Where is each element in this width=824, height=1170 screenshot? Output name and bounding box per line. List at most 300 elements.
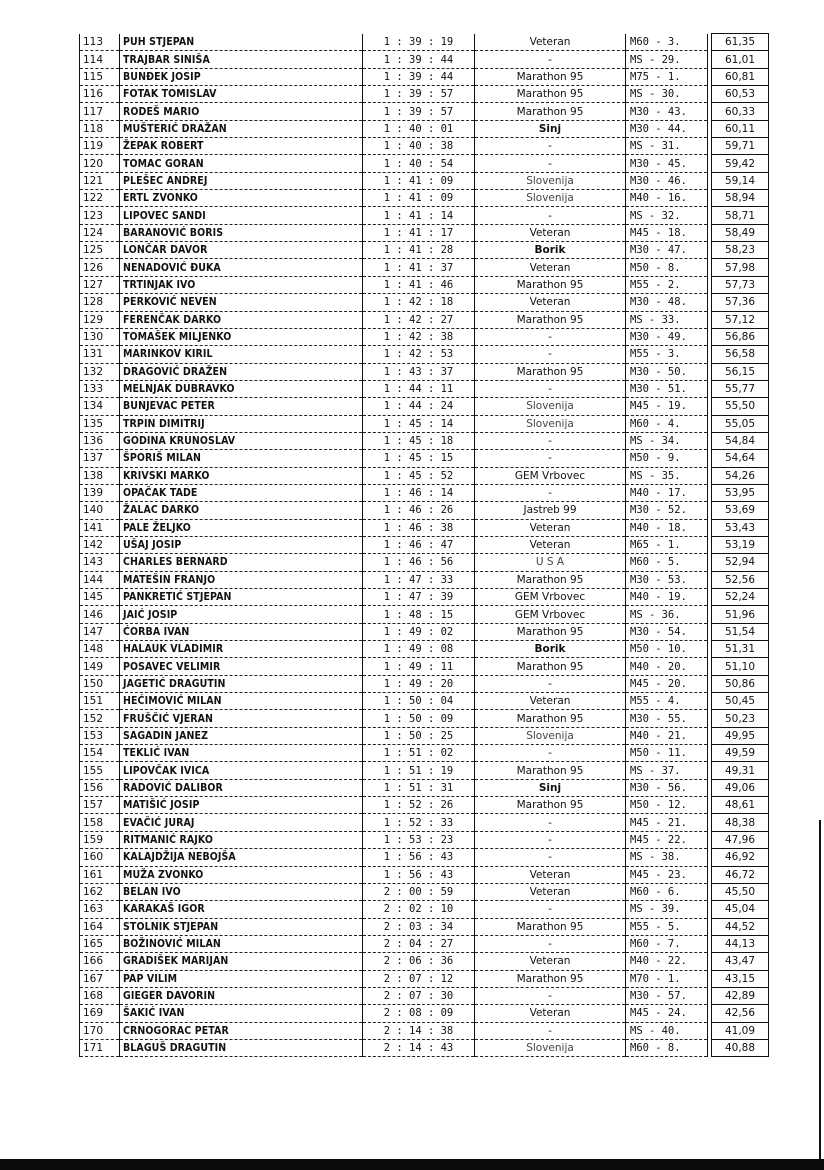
table-row [80,242,769,259]
rank-cell: 143 [80,554,120,571]
finish-time: 1 : 41 : 09 [363,172,475,189]
runner-name: MUŽA ZVONKO [120,866,363,883]
table-row [80,606,769,623]
club-name: Marathon 95 [475,311,626,328]
table-row [80,120,769,137]
club-name: - [475,1022,626,1039]
category-place: M50 - 12. [626,797,708,814]
runner-name: BLAGUŠ DRAGUTIN [120,1039,363,1056]
finish-time: 1 : 48 : 15 [363,606,475,623]
club-name: - [475,328,626,345]
category-place: M30 - 54. [626,623,708,640]
club-name: Veteran [475,224,626,241]
rank-cell: 137 [80,450,120,467]
runner-name: ĆORBA IVAN [120,623,363,640]
runner-name: TRTINJAK IVO [120,276,363,293]
finish-time: 1 : 39 : 19 [363,34,475,51]
rank-cell: 116 [80,86,120,103]
club-name: Veteran [475,866,626,883]
rank-cell: 163 [80,901,120,918]
runner-name: ERTL ZVONKO [120,190,363,207]
rank-cell: 146 [80,606,120,623]
rank-cell: 144 [80,571,120,588]
club-name: - [475,51,626,68]
category-place: M75 - 1. [626,68,708,85]
club-name: Marathon 95 [475,797,626,814]
score-value: 49,95 [712,727,769,744]
category-place: M30 - 47. [626,242,708,259]
runner-name: HALAUK VLADIMIR [120,641,363,658]
club-name: - [475,380,626,397]
rank-cell: 149 [80,658,120,675]
score-value: 54,84 [712,432,769,449]
score-value: 53,95 [712,484,769,501]
rank-cell: 128 [80,294,120,311]
rank-cell: 171 [80,1039,120,1056]
category-place: M60 - 8. [626,1039,708,1056]
club-name: Slovenija [475,172,626,189]
club-name: Veteran [475,34,626,51]
finish-time: 1 : 42 : 38 [363,328,475,345]
runner-name: STOLNIK STJEPAN [120,918,363,935]
category-place: MS - 30. [626,86,708,103]
rank-cell: 158 [80,814,120,831]
table-row [80,172,769,189]
club-name: - [475,675,626,692]
score-value: 60,11 [712,120,769,137]
finish-time: 1 : 52 : 33 [363,814,475,831]
table-row [80,866,769,883]
category-place: M30 - 55. [626,710,708,727]
rank-cell: 121 [80,172,120,189]
score-value: 48,38 [712,814,769,831]
category-place: MS - 33. [626,311,708,328]
table-row [80,450,769,467]
category-place: M30 - 44. [626,120,708,137]
table-row [80,294,769,311]
score-value: 48,61 [712,797,769,814]
scan-bottom-border [0,1159,824,1170]
category-place: M60 - 5. [626,554,708,571]
category-place: M30 - 48. [626,294,708,311]
runner-name: RITMANIĆ RAJKO [120,831,363,848]
table-row [80,641,769,658]
score-value: 57,73 [712,276,769,293]
runner-name: BELAN IVO [120,883,363,900]
club-name: Marathon 95 [475,103,626,120]
score-value: 51,96 [712,606,769,623]
score-value: 60,33 [712,103,769,120]
rank-cell: 131 [80,346,120,363]
finish-time: 1 : 39 : 57 [363,86,475,103]
table-row [80,432,769,449]
club-name: Veteran [475,693,626,710]
score-value: 56,15 [712,363,769,380]
club-name: Veteran [475,953,626,970]
table-row [80,519,769,536]
score-value: 50,23 [712,710,769,727]
club-name: Veteran [475,259,626,276]
rank-cell: 167 [80,970,120,987]
club-name: GEM Vrbovec [475,467,626,484]
score-value: 54,64 [712,450,769,467]
category-place: M40 - 22. [626,953,708,970]
category-place: MS - 31. [626,138,708,155]
rank-cell: 118 [80,120,120,137]
finish-time: 1 : 39 : 44 [363,51,475,68]
runner-name: FRUŠČIĆ VJERAN [120,710,363,727]
category-place: M60 - 4. [626,415,708,432]
runner-name: POSAVEC VELIMIR [120,658,363,675]
category-place: M40 - 21. [626,727,708,744]
table-row [80,710,769,727]
category-place: M30 - 56. [626,779,708,796]
finish-time: 1 : 49 : 20 [363,675,475,692]
table-row [80,103,769,120]
club-name: Marathon 95 [475,86,626,103]
category-place: M60 - 7. [626,935,708,952]
finish-time: 1 : 41 : 09 [363,190,475,207]
finish-time: 2 : 08 : 09 [363,1005,475,1022]
table-row [80,658,769,675]
table-row [80,328,769,345]
runner-name: TEKLIĆ IVAN [120,745,363,762]
score-value: 58,94 [712,190,769,207]
finish-time: 1 : 49 : 02 [363,623,475,640]
runner-name: CRNOGORAC PETAR [120,1022,363,1039]
category-place: M40 - 18. [626,519,708,536]
runner-name: BUNJEVAC PETER [120,398,363,415]
rank-cell: 127 [80,276,120,293]
club-name: Slovenija [475,190,626,207]
runner-name: TOMAC GORAN [120,155,363,172]
table-row [80,484,769,501]
table-row [80,502,769,519]
table-row [80,536,769,553]
club-name: - [475,901,626,918]
score-value: 52,94 [712,554,769,571]
rank-cell: 122 [80,190,120,207]
club-name: - [475,155,626,172]
runner-name: PALE ŽELJKO [120,519,363,536]
scan-right-edge [819,820,821,1160]
rank-cell: 145 [80,589,120,606]
runner-name: MARINKOV KIRIL [120,346,363,363]
runner-name: PANKRETIĆ STJEPAN [120,589,363,606]
finish-time: 1 : 41 : 37 [363,259,475,276]
club-name: Marathon 95 [475,970,626,987]
rank-cell: 119 [80,138,120,155]
category-place: M45 - 21. [626,814,708,831]
table-row [80,224,769,241]
rank-cell: 114 [80,51,120,68]
table-row [80,1039,769,1056]
table-row [80,589,769,606]
club-name: Veteran [475,1005,626,1022]
rank-cell: 162 [80,883,120,900]
finish-time: 1 : 40 : 54 [363,155,475,172]
runner-name: KRIVSKI MARKO [120,467,363,484]
runner-name: MELNJAK DUBRAVKO [120,380,363,397]
rank-cell: 139 [80,484,120,501]
score-value: 56,58 [712,346,769,363]
runner-name: LIPOVČAK IVICA [120,762,363,779]
runner-name: FOTAK TOMISLAV [120,86,363,103]
club-name: Veteran [475,294,626,311]
rank-cell: 126 [80,259,120,276]
rank-cell: 132 [80,363,120,380]
table-row [80,849,769,866]
score-value: 46,92 [712,849,769,866]
category-place: M50 - 9. [626,450,708,467]
finish-time: 2 : 04 : 27 [363,935,475,952]
category-place: MS - 29. [626,51,708,68]
rank-cell: 120 [80,155,120,172]
score-value: 52,56 [712,571,769,588]
score-value: 52,24 [712,589,769,606]
finish-time: 1 : 43 : 37 [363,363,475,380]
runner-name: CHARLES BERNARD [120,554,363,571]
category-place: MS - 35. [626,467,708,484]
rank-cell: 129 [80,311,120,328]
club-name: Slovenija [475,1039,626,1056]
score-value: 49,59 [712,745,769,762]
score-value: 51,31 [712,641,769,658]
table-row [80,259,769,276]
score-value: 60,81 [712,68,769,85]
finish-time: 1 : 41 : 14 [363,207,475,224]
finish-time: 1 : 45 : 15 [363,450,475,467]
runner-name: JAIĆ JOSIP [120,606,363,623]
category-place: M30 - 46. [626,172,708,189]
table-row [80,779,769,796]
category-place: M40 - 19. [626,589,708,606]
club-name: - [475,814,626,831]
club-name: Borik [475,641,626,658]
category-place: M55 - 3. [626,346,708,363]
runner-name: MUŠTERIĆ DRAŽAN [120,120,363,137]
score-value: 44,52 [712,918,769,935]
rank-cell: 140 [80,502,120,519]
finish-time: 1 : 46 : 14 [363,484,475,501]
table-row [80,155,769,172]
rank-cell: 166 [80,953,120,970]
club-name: - [475,831,626,848]
rank-cell: 161 [80,866,120,883]
results-table [79,33,769,1057]
rank-cell: 152 [80,710,120,727]
category-place: M30 - 49. [626,328,708,345]
table-row [80,987,769,1004]
finish-time: 1 : 53 : 23 [363,831,475,848]
table-row [80,34,769,51]
table-row [80,571,769,588]
club-name: - [475,346,626,363]
score-value: 57,98 [712,259,769,276]
table-row [80,1005,769,1022]
runner-name: GRADIŠEK MARIJAN [120,953,363,970]
table-row [80,831,769,848]
category-place: MS - 38. [626,849,708,866]
runner-name: EVAČIĆ JURAJ [120,814,363,831]
table-row [80,380,769,397]
finish-time: 1 : 41 : 17 [363,224,475,241]
finish-time: 1 : 51 : 31 [363,779,475,796]
runner-name: LIPOVEC SANDI [120,207,363,224]
finish-time: 1 : 44 : 11 [363,380,475,397]
finish-time: 1 : 42 : 53 [363,346,475,363]
finish-time: 1 : 45 : 14 [363,415,475,432]
runner-name: BOŽINOVIĆ MILAN [120,935,363,952]
rank-cell: 125 [80,242,120,259]
score-value: 55,50 [712,398,769,415]
category-place: M30 - 43. [626,103,708,120]
club-name: Marathon 95 [475,623,626,640]
finish-time: 1 : 44 : 24 [363,398,475,415]
finish-time: 2 : 02 : 10 [363,901,475,918]
score-value: 61,01 [712,51,769,68]
finish-time: 2 : 00 : 59 [363,883,475,900]
category-place: M45 - 24. [626,1005,708,1022]
table-row [80,346,769,363]
category-place: M50 - 10. [626,641,708,658]
table-row [80,554,769,571]
score-value: 51,10 [712,658,769,675]
club-name: Jastreb 99 [475,502,626,519]
finish-time: 1 : 50 : 09 [363,710,475,727]
finish-time: 1 : 46 : 47 [363,536,475,553]
finish-time: 1 : 50 : 04 [363,693,475,710]
rank-cell: 154 [80,745,120,762]
runner-name: SAGADIN JANEZ [120,727,363,744]
rank-cell: 138 [80,467,120,484]
score-value: 42,56 [712,1005,769,1022]
club-name: Sinj [475,120,626,137]
rank-cell: 155 [80,762,120,779]
table-row [80,86,769,103]
score-value: 40,88 [712,1039,769,1056]
runner-name: RODEŠ MARIO [120,103,363,120]
category-place: M30 - 50. [626,363,708,380]
runner-name: KARAKAŠ IGOR [120,901,363,918]
score-value: 58,49 [712,224,769,241]
table-row [80,138,769,155]
table-row [80,745,769,762]
runner-name: NENADOVIĆ ĐUKA [120,259,363,276]
club-name: Marathon 95 [475,710,626,727]
finish-time: 2 : 06 : 36 [363,953,475,970]
score-value: 43,47 [712,953,769,970]
score-value: 41,09 [712,1022,769,1039]
category-place: M40 - 17. [626,484,708,501]
club-name: - [475,484,626,501]
rank-cell: 123 [80,207,120,224]
finish-time: 1 : 47 : 39 [363,589,475,606]
score-value: 57,12 [712,311,769,328]
club-name: Sinj [475,779,626,796]
table-row [80,935,769,952]
finish-time: 1 : 40 : 38 [363,138,475,155]
category-place: M30 - 53. [626,571,708,588]
score-value: 45,04 [712,901,769,918]
score-value: 51,54 [712,623,769,640]
table-row [80,762,769,779]
rank-cell: 147 [80,623,120,640]
runner-name: DRAGOVIĆ DRAŽEN [120,363,363,380]
category-place: M60 - 3. [626,34,708,51]
rank-cell: 168 [80,987,120,1004]
finish-time: 1 : 49 : 11 [363,658,475,675]
table-row [80,207,769,224]
runner-name: FERENČAK DARKO [120,311,363,328]
category-place: M65 - 1. [626,536,708,553]
club-name: Veteran [475,536,626,553]
club-name: - [475,849,626,866]
finish-time: 1 : 46 : 26 [363,502,475,519]
table-row [80,623,769,640]
finish-time: 1 : 49 : 08 [363,641,475,658]
table-row [80,276,769,293]
category-place: M50 - 11. [626,745,708,762]
finish-time: 2 : 14 : 38 [363,1022,475,1039]
score-value: 47,96 [712,831,769,848]
club-name: GEM Vrbovec [475,606,626,623]
category-place: MS - 37. [626,762,708,779]
club-name: Borik [475,242,626,259]
score-value: 59,14 [712,172,769,189]
finish-time: 2 : 03 : 34 [363,918,475,935]
score-value: 46,72 [712,866,769,883]
table-row [80,970,769,987]
table-row [80,797,769,814]
category-place: M70 - 1. [626,970,708,987]
club-name: Marathon 95 [475,918,626,935]
score-value: 50,45 [712,693,769,710]
table-row [80,953,769,970]
runner-name: PLEŠEC ANDREJ [120,172,363,189]
runner-name: GIEGER DAVORIN [120,987,363,1004]
table-row [80,51,769,68]
runner-name: RADOVIĆ DALIBOR [120,779,363,796]
score-value: 55,77 [712,380,769,397]
club-name: Slovenija [475,415,626,432]
club-name: - [475,987,626,1004]
category-place: MS - 39. [626,901,708,918]
finish-time: 1 : 41 : 28 [363,242,475,259]
rank-cell: 160 [80,849,120,866]
score-value: 58,23 [712,242,769,259]
score-value: 50,86 [712,675,769,692]
runner-name: OPAČAK TADE [120,484,363,501]
category-place: MS - 40. [626,1022,708,1039]
runner-name: KALAJDŽIJA NEBOJŠA [120,849,363,866]
category-place: M40 - 16. [626,190,708,207]
table-row [80,311,769,328]
rank-cell: 130 [80,328,120,345]
category-place: M30 - 57. [626,987,708,1004]
runner-name: JAGETIĆ DRAGUTIN [120,675,363,692]
finish-time: 1 : 39 : 44 [363,68,475,85]
runner-name: TRPIN DIMITRIJ [120,415,363,432]
finish-time: 1 : 45 : 18 [363,432,475,449]
category-place: M40 - 20. [626,658,708,675]
club-name: - [475,432,626,449]
score-value: 53,19 [712,536,769,553]
results-body [80,34,769,1057]
club-name: Marathon 95 [475,363,626,380]
rank-cell: 165 [80,935,120,952]
finish-time: 1 : 46 : 38 [363,519,475,536]
